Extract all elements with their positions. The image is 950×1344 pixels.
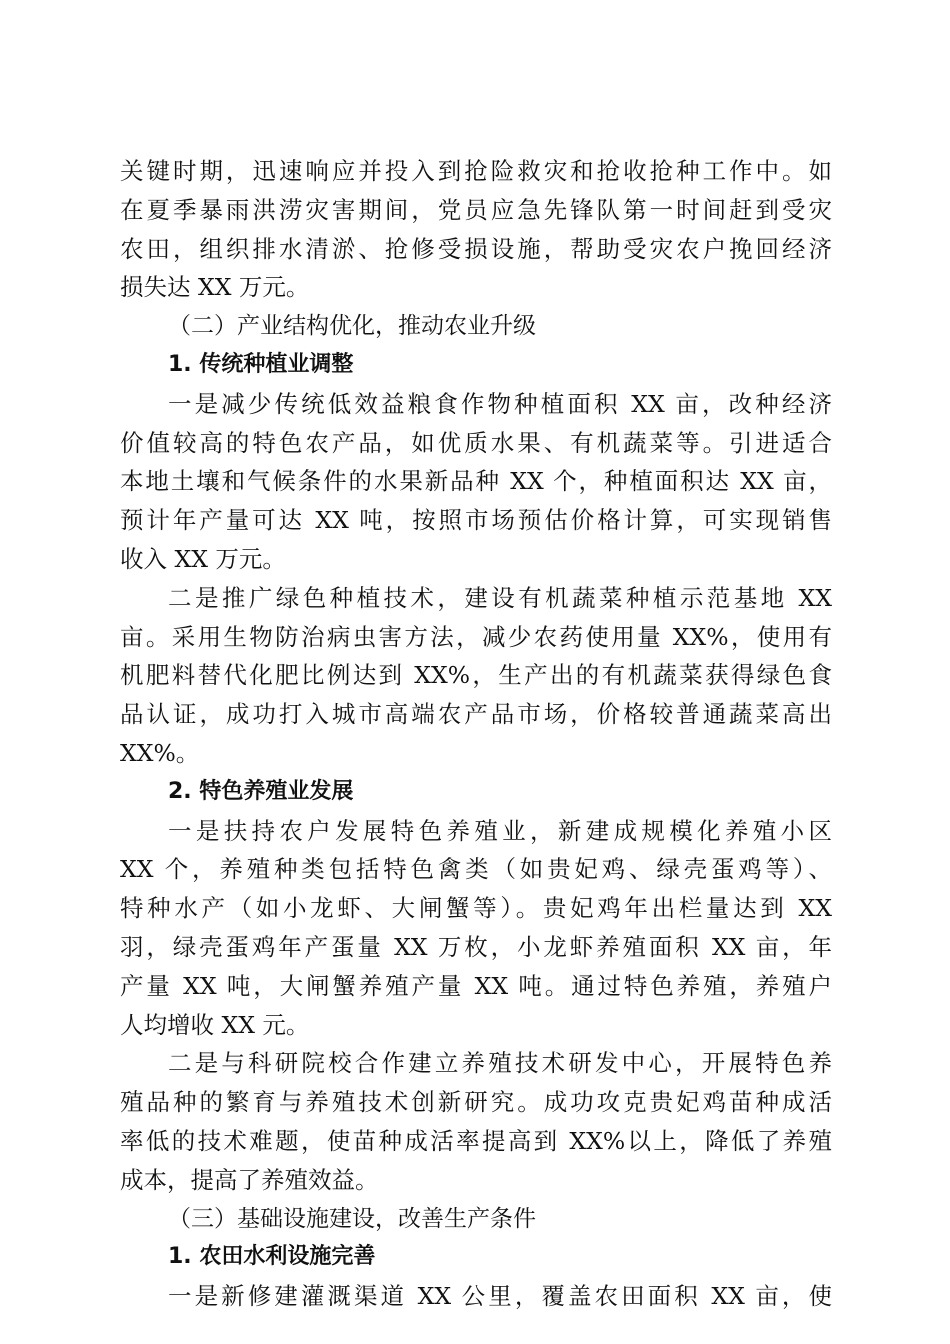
paragraph-line: 本地土壤和气候条件的水果新品种 XX 个，种植面积达 XX 亩， (120, 467, 832, 496)
paragraph-line: 价值较高的特色农产品，如优质水果、有机蔬菜等。引进适合 (120, 428, 832, 457)
paragraph-line: 一是扶持农户发展特色养殖业，新建成规模化养殖小区 (168, 816, 832, 845)
paragraph-line: XX 个，养殖种类包括特色禽类（如贵妃鸡、绿壳蛋鸡等）、 (120, 855, 832, 884)
subsection-heading: 1. 农田水利设施完善 (168, 1244, 376, 1270)
subsection-heading: 1. 传统种植业调整 (168, 351, 354, 377)
document-body (120, 152, 832, 1316)
paragraph-line: 羽，绿壳蛋鸡年产蛋量 XX 万枚，小龙虾养殖面积 XX 亩，年 (120, 932, 832, 961)
paragraph-line: 机肥料替代化肥比例达到 XX%，生产出的有机蔬菜获得绿色食 (120, 661, 832, 690)
paragraph-line: 品认证，成功打入城市高端农产品市场，价格较普通蔬菜高出 (120, 700, 832, 729)
paragraph-line: 亩。采用生物防治病虫害方法，减少农药使用量 XX%，使用有 (120, 622, 832, 651)
paragraph-line: 殖品种的繁育与养殖技术创新研究。成功攻克贵妃鸡苗种成活 (120, 1088, 832, 1117)
paragraph-line: 农田，组织排水清淤、抢修受损设施，帮助受灾农户挽回经济 (120, 234, 832, 263)
paragraph-line: XX%。 (120, 738, 200, 767)
paragraph-line: 特种水产（如小龙虾、大闸蟹等）。贵妃鸡年出栏量达到 XX (120, 894, 832, 923)
section-heading: （二）产业结构优化，推动农业升级 (168, 313, 536, 340)
paragraph-line: 在夏季暴雨洪涝灾害期间，党员应急先锋队第一时间赶到受灾 (120, 195, 832, 224)
paragraph-line: 损失达 XX 万元。 (120, 273, 310, 302)
paragraph-line: 率低的技术难题，使苗种成活率提高到 XX%以上，降低了养殖 (120, 1126, 832, 1155)
paragraph-line: 二是推广绿色种植技术，建设有机蔬菜种植示范基地 XX (168, 583, 832, 612)
paragraph-line: 一是新修建灌溉渠道 XX 公里，覆盖农田面积 XX 亩，使 (168, 1282, 832, 1311)
section-heading: （三）基础设施建设，改善生产条件 (168, 1205, 536, 1232)
paragraph-line: 一是减少传统低效益粮食作物种植面积 XX 亩，改种经济 (168, 389, 832, 418)
paragraph-line: 收入 XX 万元。 (120, 544, 286, 573)
paragraph-line: 产量 XX 吨，大闸蟹养殖产量 XX 吨。通过特色养殖，养殖户 (120, 971, 832, 1000)
subsection-heading: 2. 特色养殖业发展 (168, 778, 354, 804)
paragraph-line: 人均增收 XX 元。 (120, 1010, 310, 1039)
paragraph-line: 二是与科研院校合作建立养殖技术研发中心，开展特色养 (168, 1049, 832, 1078)
paragraph-line: 成本，提高了养殖效益。 (120, 1165, 379, 1194)
paragraph-line: 关键时期，迅速响应并投入到抢险救灾和抢收抢种工作中。如 (120, 157, 832, 185)
paragraph-line: 预计年产量可达 XX 吨，按照市场预估价格计算，可实现销售 (120, 506, 832, 535)
